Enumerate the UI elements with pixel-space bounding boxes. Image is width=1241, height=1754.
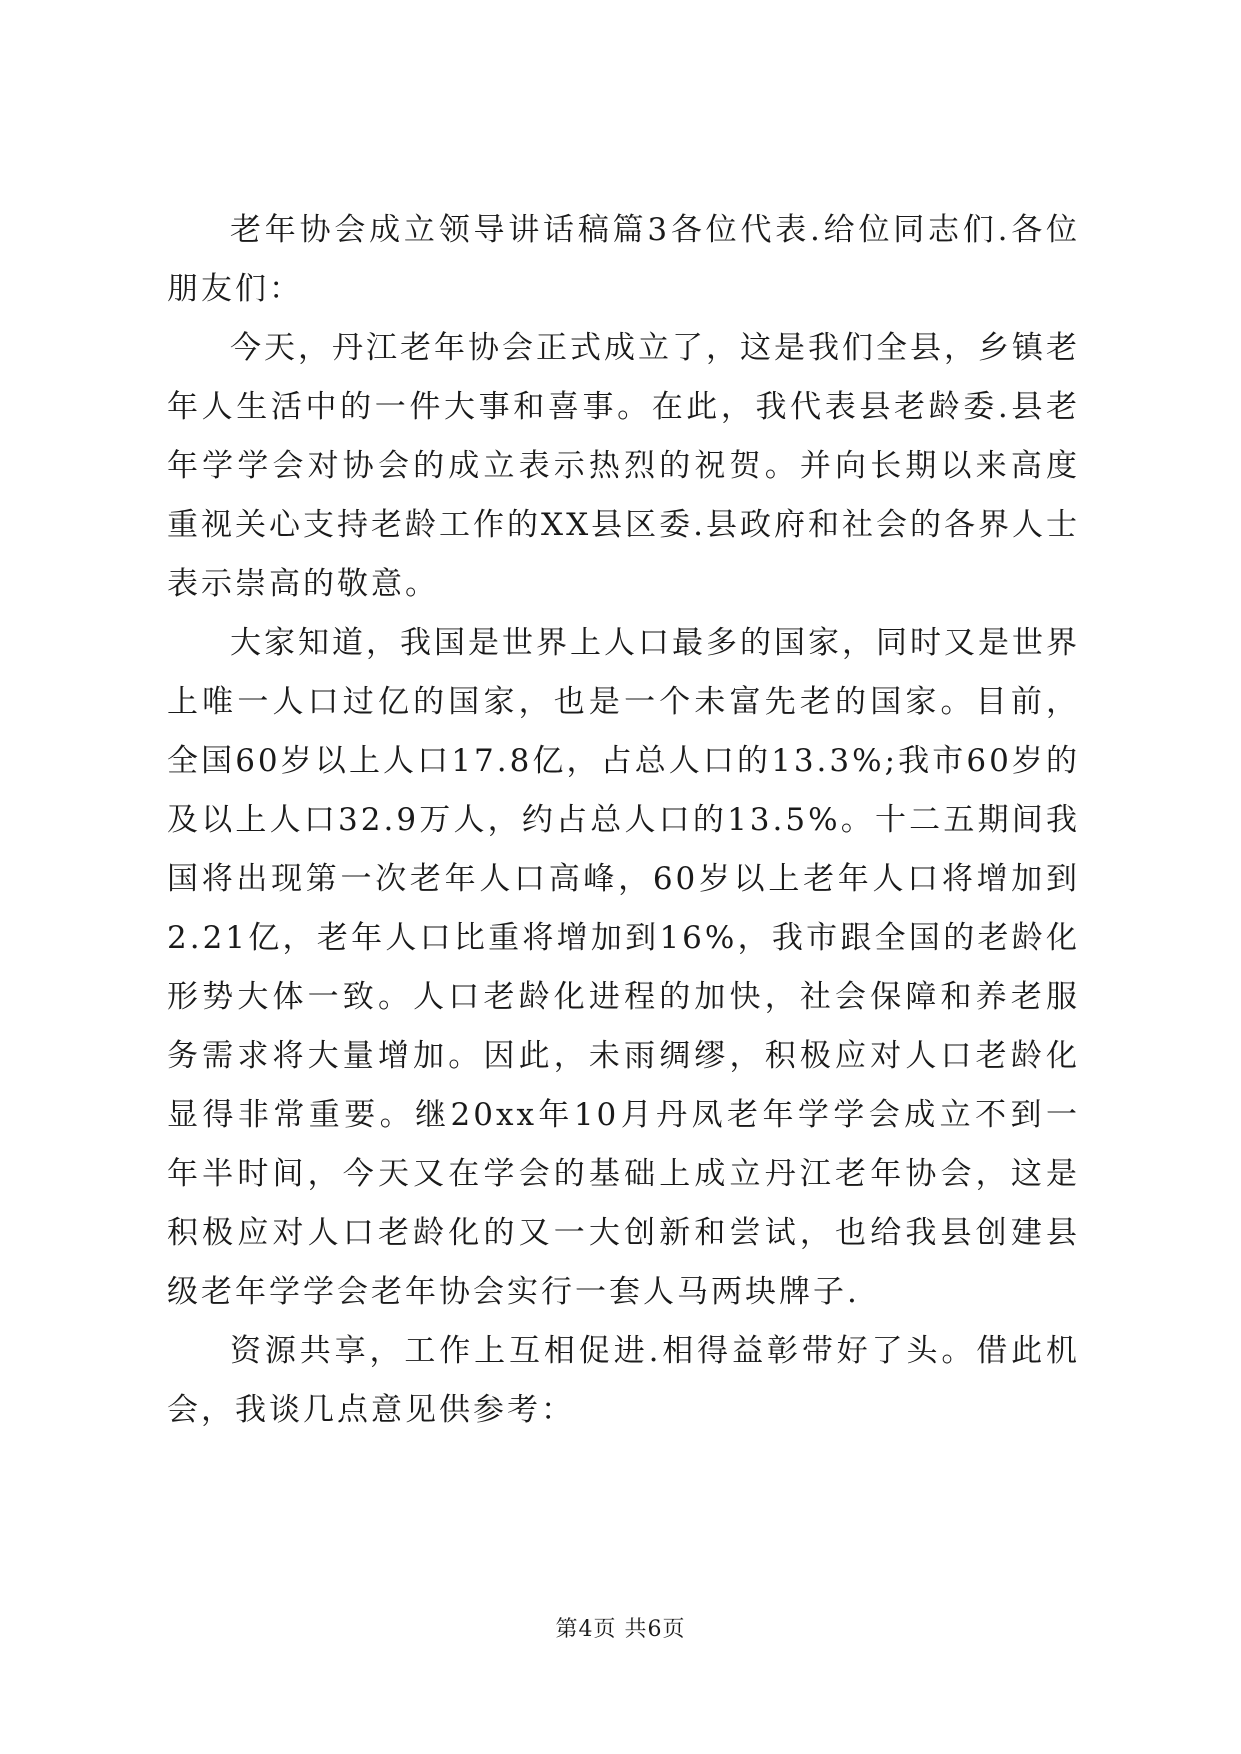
paragraph-opening: 老年协会成立领导讲话稿篇3各位代表.给位同志们.各位朋友们： [167, 212, 1080, 307]
paragraph-greeting: 今天，丹江老年协会正式成立了，这是我们全县，乡镇老年人生活中的一件大事和喜事。在此，我代表县老龄委.县老年学学会对协会的成立表示热烈的祝贺。并向长期以来高度重视关心支持老龄工作的XX县区委.县政府和社会的各界人士表示崇高的敬意。 [167, 330, 1080, 602]
paragraph-population: 大家知道，我国是世界上人口最多的国家，同时又是世界上唯一人口过亿的国家，也是一个未富先老的国家。目前，全国60岁以上人口17.8亿，占总人口的13.3%;我市60岁的及以上人口32.9万人，约占总人口的13.5%。十二五期间我国将出现第一次老年人口高峰，60岁以上老年人口将增加到2.21亿，老年人口比重将增加到16%，我市跟全国的老龄化形势大体一致。人口老龄化进程的加快，社会保障和养老服务需求将大量增加。因此，未雨绸缪，积极应对人口老龄化显得非常重要。继20xx年10月丹凤老年学学会成立不到一年半时间，今天又在学会的基础上成立丹江老年协会，这是积极应对人口老龄化的又一大创新和尝试，也给我县创建县级老年学学会老年协会实行一套人马两块牌子. [167, 625, 1080, 1310]
page-number-footer: 第4页 共6页 [555, 1617, 686, 1642]
document-body [167, 201, 1080, 1440]
paragraph-resources: 资源共享，工作上互相促进.相得益彰带好了头。借此机会，我谈几点意见供参考： [167, 1333, 1080, 1428]
